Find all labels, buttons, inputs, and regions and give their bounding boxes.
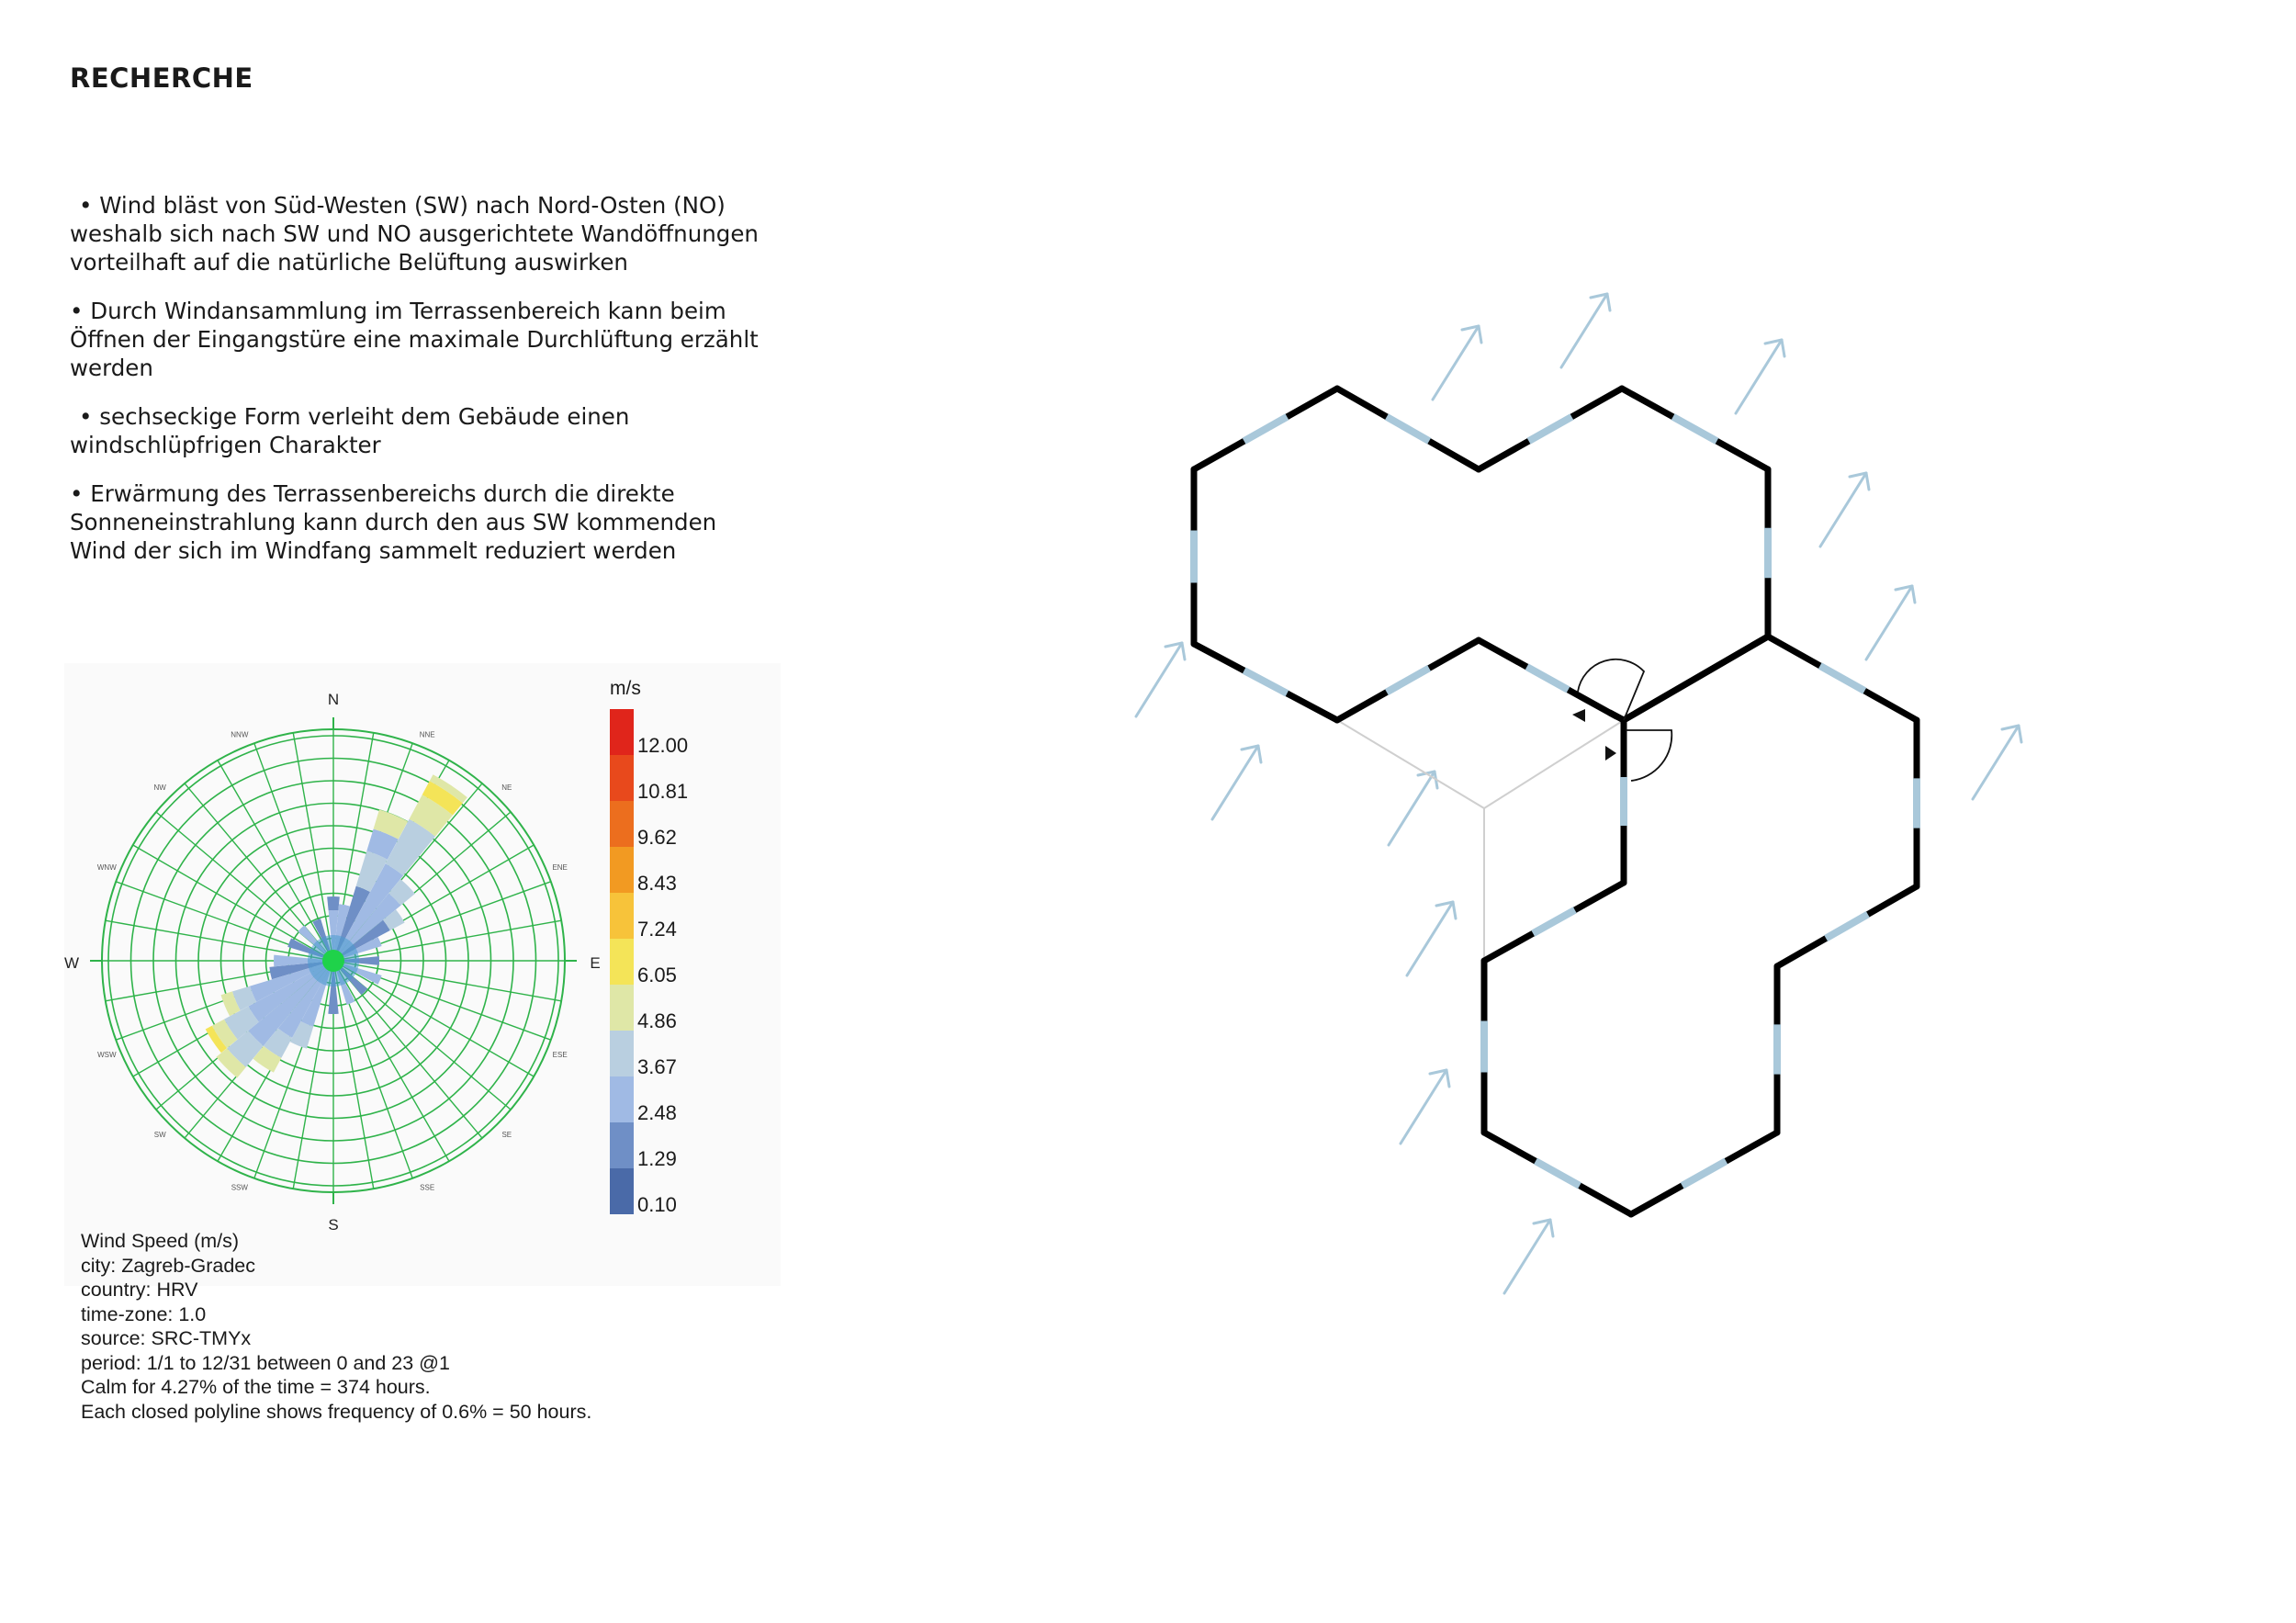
legend-swatch [610,1168,634,1214]
window-opening [1387,668,1429,692]
legend-label: 3.67 [637,1055,677,1078]
legend-label: 4.86 [637,1009,677,1032]
direction-label: ENE [552,862,568,872]
wall-segment [1337,389,1479,469]
direction-label: SSE [420,1183,435,1192]
legend-swatch [610,939,634,985]
door-swing [1578,659,1644,720]
compass-label: N [327,691,340,708]
legend-label: 0.10 [637,1193,677,1216]
wind-arrow [1136,643,1182,716]
wind-arrow-head [1430,1070,1449,1087]
info-line: city: Zagreb-Gradec [81,1254,255,1277]
wall-segment [1194,389,1337,469]
window-opening [1529,417,1572,441]
window-opening [1527,667,1569,690]
door-swing [1626,730,1671,781]
wall-segment [1484,1133,1631,1214]
wall-segment [1777,886,1917,966]
window-opening [1533,910,1575,934]
direction-label: WSW [97,1051,117,1060]
wind-arrow [1389,772,1435,845]
direction-label: ESE [552,1051,568,1060]
wall-segment [1479,640,1616,716]
wind-arrow-head [1765,340,1784,356]
direction-label: NE [501,783,512,793]
door-marker [1572,709,1585,722]
window-opening [1683,1161,1727,1186]
window-opening [1820,666,1865,691]
bullet-item: • Wind bläst von Süd-Westen (SW) nach Nord-Osten (NO) weshalb sich nach SW und NO ausgerichtete Wandöffnungen vorteilhaft auf die natürliche Belüftung auswirken [70,192,759,276]
wind-arrow [1212,746,1258,819]
wind-arrow [1736,340,1782,413]
rose-petal [327,896,340,910]
legend-swatch [610,709,634,755]
wall-segment [1631,1133,1777,1214]
wind-arrow-head [1591,294,1610,310]
terrace-boundary [1484,720,1624,808]
direction-label: SE [501,1130,512,1139]
info-line: period: 1/1 to 12/31 between 0 and 23 @1 [81,1351,450,1374]
wind-arrow-head [1418,772,1437,788]
compass-label: W [63,954,80,972]
legend-label: 10.81 [637,780,689,803]
wall-segment [1624,637,1768,720]
wind-arrow-head [1436,902,1456,919]
window-opening [1244,417,1288,441]
wind-arrow-head [1534,1220,1553,1236]
wind-arrow-head [1165,643,1185,659]
wind-arrow-head [1850,473,1869,490]
legend-label: 1.29 [637,1147,677,1170]
hexagon-walls [1194,389,1917,1214]
wind-arrow [1401,1070,1446,1144]
direction-label: SSW [231,1183,248,1192]
calm-center [322,950,344,972]
direction-label: WNW [96,862,117,872]
legend-label: 7.24 [637,918,677,941]
wind-arrows [1136,294,2021,1293]
wall-segment [1768,637,1917,720]
wall-segment [1624,637,1768,720]
entrance-doors [1572,659,1671,781]
legend-label: 6.05 [637,964,677,986]
window-opening [1826,914,1868,938]
wind-arrow-head [1462,326,1481,343]
legend-swatch [610,1076,634,1122]
legend-swatch [610,893,634,939]
direction-label: NNW [231,730,249,739]
bullet-item: • sechseckige Form verleiht dem Gebäude einen windschlüpfrigen Charakter [70,403,630,458]
info-line: country: HRV [81,1279,198,1301]
info-line: Wind Speed (m/s) [81,1230,240,1252]
wall-segment [1194,644,1337,720]
wind-arrow [1820,473,1866,547]
terrace-outline [1337,720,1624,961]
wind-arrow [1973,726,2019,799]
legend-label: 9.62 [637,826,677,849]
bullet-item: • Erwärmung des Terrassenbereichs durch die direkte Sonneneinstrahlung kann durch den aus SW kommenden Wind der sich im Windfang sammelt reduziert werden [70,480,717,564]
wind-arrow-head [2002,726,2021,742]
wind-arrow-head [1242,746,1261,762]
wind-arrow [1407,902,1453,975]
info-line: source: SRC-TMYx [81,1327,252,1349]
wind-arrow [1433,326,1479,400]
wind-rose-info [81,1229,591,1424]
legend-swatch [610,985,634,1031]
legend-label: 8.43 [637,872,677,895]
door-marker [1605,746,1616,761]
bullet-item: • Durch Windansammlung im Terrassenbereich kann beim Öffnen der Eingangstüre eine maximale Durchlüftung erzählt werden [70,298,759,381]
window-opening [1387,417,1429,441]
wall-segment [1622,389,1768,469]
legend-swatch [610,1122,634,1168]
legend-label: 2.48 [637,1101,677,1124]
legend-swatch [610,847,634,893]
wind-arrow [1561,294,1607,367]
wind-arrow [1504,1220,1550,1293]
info-line: Each closed polyline shows frequency of 0.6% = 50 hours. [81,1400,592,1423]
wall-segment [1484,883,1624,961]
legend-swatch [610,801,634,847]
wall-segment [1479,389,1622,469]
wall-segment [1610,713,1624,720]
direction-label: NNE [419,730,435,739]
direction-label: NW [153,783,166,793]
page-title: RECHERCHE [70,62,253,94]
window-opening [1536,1161,1580,1186]
wind-arrow-head [1896,586,1915,603]
compass-label: E [590,954,601,972]
legend-swatch [610,1031,634,1076]
direction-label: SW [153,1130,166,1139]
legend-label: 12.00 [637,734,689,757]
wall-segment [1337,640,1479,720]
info-line: time-zone: 1.0 [81,1302,207,1325]
wind-rose-chart [0,0,827,1286]
info-line: Calm for 4.27% of the time = 374 hours. [81,1376,431,1398]
window-opening [1673,417,1717,441]
terrace-boundary [1337,720,1484,961]
window-opening [1244,671,1288,693]
wind-arrow [1866,586,1912,659]
legend-unit: m/s [610,678,641,699]
legend-swatch [610,755,634,801]
compass-label: S [328,1216,339,1234]
